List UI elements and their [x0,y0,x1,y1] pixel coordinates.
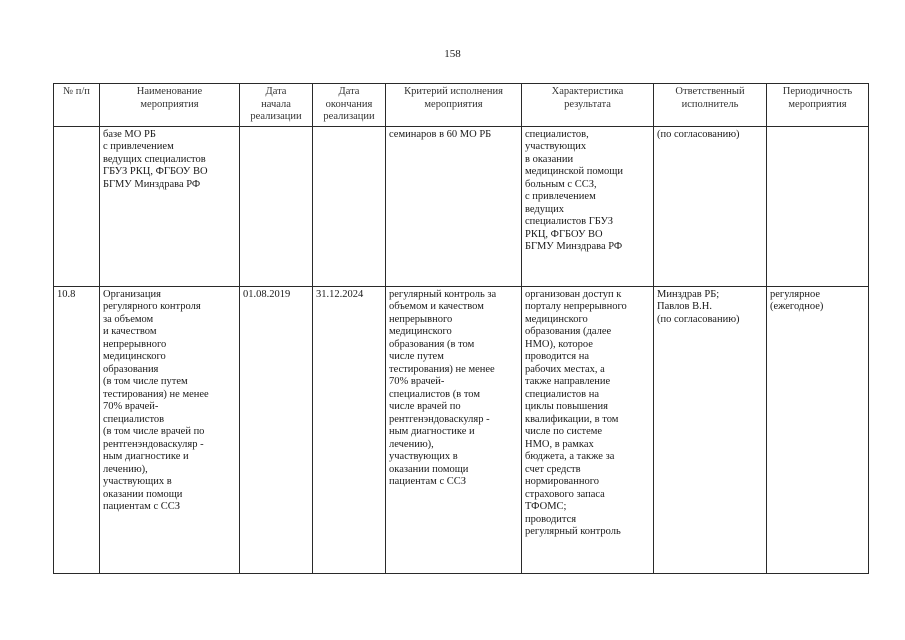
cell-text-line: специалистов [103,413,165,425]
cell-text-line: (ежегодное) [770,301,824,312]
cell-text-line: регулярного контроля [103,301,201,312]
cell-text-line: 31.12.2024 [316,288,364,300]
cell-text-line: Ответственный [675,86,745,97]
cell-responsible [654,286,767,573]
cell-start-date [240,126,313,286]
cell-text-line: рентгенэндоваскуляр - [389,413,490,425]
cell-text-line: Критерий исполнения [404,86,503,97]
cell-text-line: специалистов ГБУЗ [525,216,614,227]
header-cell [522,84,654,127]
cell-text-line: за объемом [103,313,154,325]
cell-text-line: ведущих [525,203,564,215]
cell-periodicity [767,286,869,573]
cell-text-line: (в том числе врачей по [103,426,205,437]
cell-text-line: тестирования) не менее [103,388,209,400]
cell-text-line: счет средств [525,463,581,475]
header-cell [386,84,522,127]
cell-text-line: мероприятия [788,98,847,110]
cell-text-line: (по согласованию) [657,313,740,325]
activity-table [53,83,869,574]
cell-text-line: участвующих в [103,476,172,487]
cell-text-line: специалистов, [525,128,589,140]
header-cell [54,84,100,127]
cell-text-line: РКЦ, ФГБОУ ВО [525,228,603,240]
cell-text-line: 01.08.2019 [243,288,291,300]
cell-text-line: 70% врачей- [389,376,445,387]
cell-text-line: Минздрав РБ; [657,288,720,300]
cell-text-line: также направление [525,376,611,387]
cell-criterion [386,286,522,573]
cell-text-line: БГМУ Минздрава РФ [103,178,201,190]
cell-text-line: регулярный контроль за [389,288,497,300]
cell-text-line: организован доступ к [525,288,622,300]
cell-text-line: циклы повышения [525,401,608,412]
cell-text-line: оказании помощи [389,463,469,475]
cell-text-line: Характеристика [551,86,624,97]
cell-text-line: НМО, в рамках [525,438,594,450]
header-cell [767,84,869,127]
cell-end-date [313,126,386,286]
cell-text-line: больным с ССЗ, [525,178,597,190]
cell-text-line: исполнитель [681,98,739,110]
cell-text-line: результата [564,98,611,110]
cell-text-line: Дата [338,86,360,97]
cell-text-line: медицинской помощи [525,166,623,177]
cell-text-line: семинаров в 60 МО РБ [389,128,492,140]
cell-text-line: ведущих специалистов [103,153,206,165]
cell-text-line: пациентам с ССЗ [389,476,466,487]
cell-text-line: образования (далее [525,326,612,337]
cell-text-line: БГМУ Минздрава РФ [525,241,623,252]
cell-text-line: специалистов на [525,388,600,400]
header-cell [100,84,240,127]
cell-text-line: нормированного [525,476,599,487]
cell-text-line: (по согласованию) [657,128,740,140]
cell-text-line: ТФОМС; [525,501,567,512]
cell-text-line: порталу непрерывного [525,301,627,312]
cell-text-line: 70% врачей- [103,401,159,412]
cell-text-line: числе по системе [525,426,603,437]
cell-activity-name [100,286,240,573]
page-number: 158 [444,48,461,60]
table-row [54,126,869,286]
cell-result [522,286,654,573]
header-cell [313,84,386,127]
cell-result [522,126,654,286]
cell-text-line: и качеством [103,326,157,337]
cell-text-line: Дата [265,86,287,97]
cell-text-line: ГБУЗ РКЦ, ФГБОУ ВО [103,166,208,177]
table-row [54,286,869,573]
cell-start-date [240,286,313,573]
cell-text-line: регулярное [770,288,820,300]
cell-text-line: лечению), [103,463,148,475]
header-cell [240,84,313,127]
header-cell [654,84,767,127]
cell-text-line: с привлечением [525,191,596,202]
cell-text-line: лечению), [389,438,434,450]
cell-text-line: НМО), которое [525,338,593,350]
cell-text-line: Организация [103,288,161,300]
cell-text-line: медицинского [389,326,452,337]
cell-text-line: непрерывного [389,313,453,325]
cell-text-line: базе МО РБ [103,128,156,140]
cell-text-line: мероприятия [424,98,483,110]
cell-text-line: непрерывного [103,338,167,350]
cell-number [54,286,100,573]
cell-text-line: ным диагностике и [103,451,189,462]
cell-text-line: образования (в том [389,338,475,350]
cell-text-line: (в том числе путем [103,376,188,387]
cell-text-line: 10.8 [57,288,76,300]
cell-text-line: Периодичность [782,86,853,97]
cell-text-line: рабочих местах, а [525,363,605,375]
cell-text-line: рентгенэндоваскуляр - [103,438,204,450]
cell-activity-name [100,126,240,286]
cell-text-line: в оказании [525,153,574,165]
cell-text-line: образования [103,363,159,375]
cell-text-line: тестирования) не менее [389,363,495,375]
cell-text-line: Павлов В.Н. [657,301,712,312]
cell-text-line: ным диагностике и [389,426,475,437]
cell-text-line: реализации [323,111,375,122]
cell-criterion [386,126,522,286]
cell-text-line: специалистов (в том [389,388,480,400]
cell-number [54,126,100,286]
cell-text-line: Наименование [136,86,203,97]
cell-end-date [313,286,386,573]
cell-text-line: участвующих в [389,451,458,462]
cell-text-line: окончания [325,98,373,110]
cell-text-line: оказании помощи [103,488,183,500]
header-row [54,84,869,127]
cell-text-line: регулярный контроль [525,526,621,537]
cell-text-line: пациентам с ССЗ [103,501,180,512]
cell-text-line: участвующих [525,141,587,152]
cell-text-line: числе путем [389,351,444,362]
cell-text-line: № п/п [63,86,90,97]
cell-text-line: квалификации, в том [525,413,619,425]
cell-text-line: медицинского [525,313,588,325]
cell-text-line: реализации [250,111,302,122]
cell-text-line: проводится [525,513,577,525]
cell-text-line: числе врачей по [389,401,461,412]
cell-text-line: медицинского [103,351,166,362]
cell-text-line: начала [261,98,291,110]
cell-periodicity [767,126,869,286]
cell-text-line: объемом и качеством [389,301,484,312]
cell-responsible [654,126,767,286]
cell-text-line: проводится на [525,351,590,362]
cell-text-line: мероприятия [140,98,199,110]
cell-text-line: бюджета, а также за [525,451,615,462]
cell-text-line: с привлечением [103,141,174,152]
cell-text-line: страхового запаса [525,488,605,500]
